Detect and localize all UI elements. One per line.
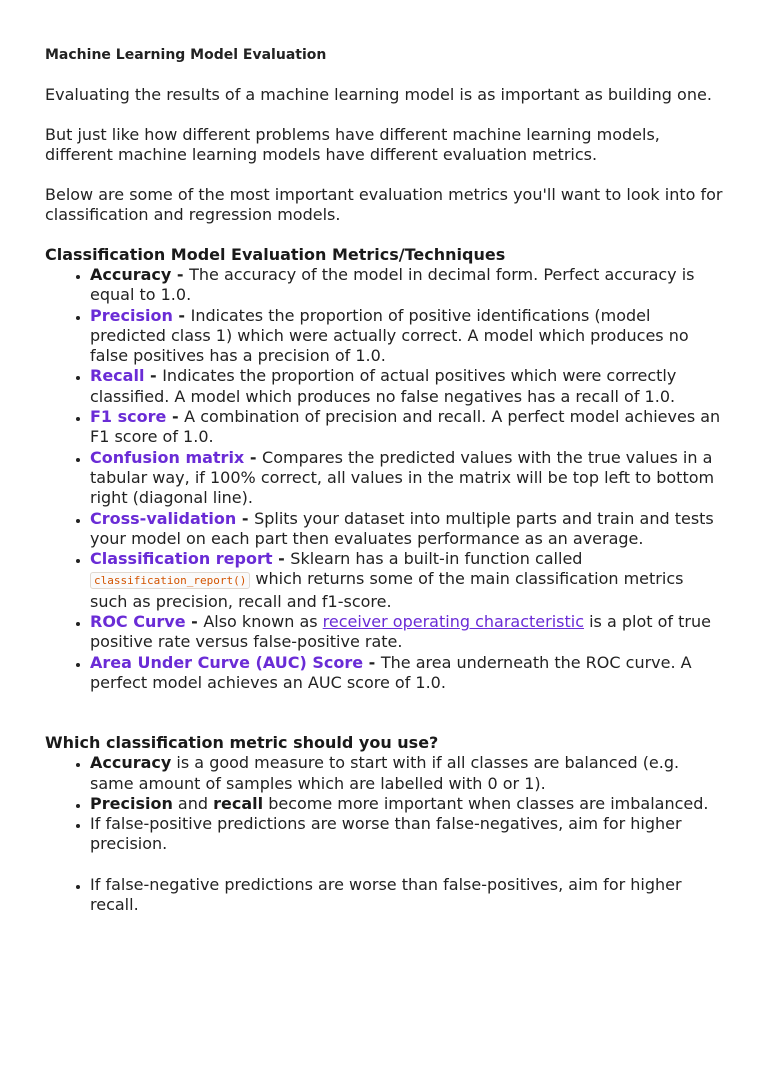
term-accuracy: Accuracy xyxy=(90,265,172,284)
list-item-classification-report: • Classification report - Sklearn has a built-in function called classification_report() which returns some of the main classification metrics such as precision, recall and f1-score. xyxy=(90,549,724,612)
classification-metrics-list xyxy=(45,265,724,693)
which-metric-list xyxy=(45,753,724,915)
term-precision: Precision xyxy=(90,305,173,325)
document xyxy=(0,45,768,915)
term-f1-score: F1 score xyxy=(90,407,167,427)
list-item-accuracy: • Accuracy - The accuracy of the model in decimal form. Perfect accuracy is equal to 1.0. xyxy=(90,265,724,306)
intro-paragraph-2: But just like how different problems have different machine learning models, different machine learning models have different evaluation metrics. xyxy=(45,125,660,164)
list-item-accuracy-advice: • Accuracy is a good measure to start with if all classes are balanced (e.g. same amount of samples which are labelled with 0 or 1). xyxy=(90,753,724,794)
code-classification-report: classification_report() xyxy=(90,572,250,589)
term-auc-score: Area Under Curve (AUC) Score xyxy=(90,652,364,672)
intro-paragraph-3: Below are some of the most important evaluation metrics you'll want to look into for classification and regression models. xyxy=(45,185,723,224)
roc-link[interactable]: receiver operating characteristic xyxy=(322,612,584,632)
list-item-roc-curve: • ROC Curve - Also known as receiver operating characteristic is a plot of true positive rate versus false-positive rate. xyxy=(90,612,724,653)
term-recall: Recall xyxy=(90,366,145,386)
term-classification-report: Classification report xyxy=(90,549,273,569)
list-item-cross-validation: • Cross-validation - Splits your dataset into multiple parts and train and tests your model on each part then evaluates performance as an average. xyxy=(90,509,724,550)
term-confusion-matrix: Confusion matrix xyxy=(90,447,245,467)
which-metric-heading: Which classification metric should you use? xyxy=(45,733,439,753)
term-cross-validation: Cross-validation xyxy=(90,508,237,528)
classification-heading: Classification Model Evaluation Metrics/Techniques xyxy=(45,245,506,264)
list-item-confusion-matrix: • Confusion matrix - Compares the predicted values with the true values in a tabular way, if 100% correct, all values in the matrix will be top left to bottom right (diagonal line). xyxy=(90,448,724,509)
list-item-false-negative-advice: • If false-negative predictions are worse than false-positives, aim for higher recall. xyxy=(90,875,724,916)
list-item-auc-score: • Area Under Curve (AUC) Score - The area underneath the ROC curve. A perfect model achieves an AUC score of 1.0. xyxy=(90,653,724,694)
list-item-false-positive-advice: • If false-positive predictions are worse than false-negatives, aim for higher precision. xyxy=(90,814,724,855)
list-item-recall: • Recall - Indicates the proportion of actual positives which were correctly classified. A model which produces no false negatives has a recall of 1.0. xyxy=(90,366,724,407)
intro-paragraph-1: Evaluating the results of a machine learning model is as important as building one. xyxy=(45,85,712,104)
list-item-precision-recall-advice: • Precision and recall become more important when classes are imbalanced. xyxy=(90,794,724,814)
page-title: Machine Learning Model Evaluation xyxy=(45,47,327,63)
list-item-f1-score: • F1 score - A combination of precision and recall. A perfect model achieves an F1 score of 1.0. xyxy=(90,407,724,448)
term-roc-curve: ROC Curve xyxy=(90,612,186,632)
list-item-precision: • Precision - Indicates the proportion of positive identifications (model predicted class 1) which were actually correct. A model which produces no false positives has a precision of 1.0. xyxy=(90,306,724,367)
